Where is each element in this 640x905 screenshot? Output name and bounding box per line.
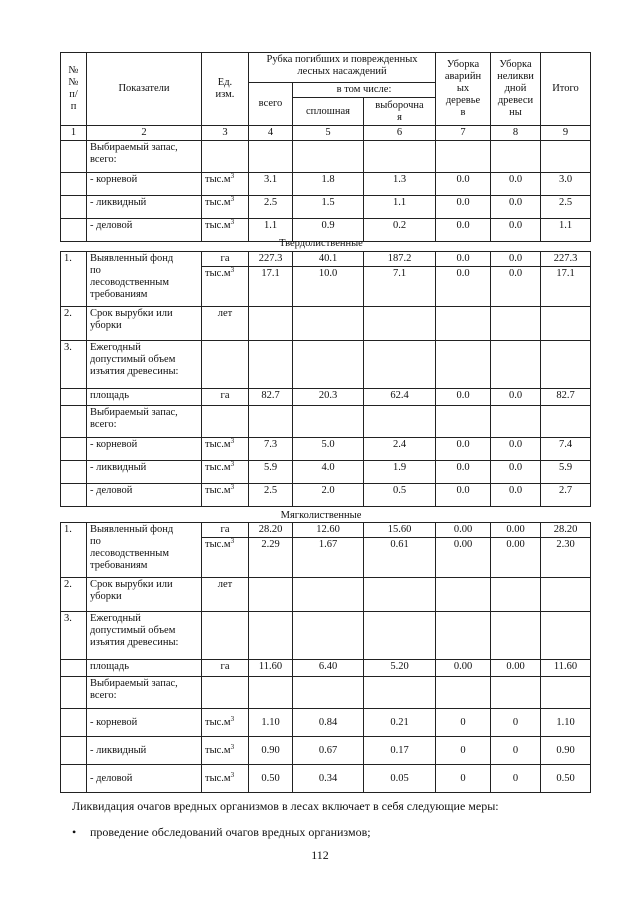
header-emergency: Уборка аварийн ых деревье в [436,53,491,126]
value-cell: 1.1 [249,219,293,242]
value-cell: 1.10 [541,709,591,737]
row-number: 2. [61,307,87,341]
row-number: 1. [61,523,87,578]
col-number: 6 [364,126,436,141]
row-label: - корневой [87,709,202,737]
bullet-text: проведение обследований очагов вредных организмов; [90,825,371,839]
value-cell: 0.0 [491,389,541,406]
table-row [61,660,591,677]
value-cell: 0 [491,737,541,765]
value-cell: 17.1 [249,267,293,307]
value-cell: 1.5 [293,196,364,219]
unit-cell: $тыс.м^3$ [202,219,249,242]
value-cell: 2.5 [541,196,591,219]
value-cell: 0.0 [436,461,491,484]
unit-cell: га [202,523,249,538]
col-number: 3 [202,126,249,141]
value-cell: 2.4 [364,438,436,461]
value-cell: 28.20 [541,523,591,538]
unit-cell: га [202,389,249,406]
table-row [61,765,591,793]
value-cell: 5.20 [364,660,436,677]
value-cell: 0.50 [249,765,293,793]
value-cell: 1.8 [293,173,364,196]
value-cell: 1.9 [364,461,436,484]
col-number: 8 [491,126,541,141]
value-cell: 0.0 [491,219,541,242]
row-label: Ежегодный допустимый объем изъятия древесины: [87,612,202,660]
unit-cell: $тыс.м^3$ [202,196,249,219]
value-cell: 0.0 [436,484,491,507]
header-incl: в том числе: [293,83,436,98]
unit-cell: $тыс.м^3$ [202,709,249,737]
value-cell: 227.3 [541,252,591,267]
value-cell: 0.0 [491,438,541,461]
value-cell: 227.3 [249,252,293,267]
row-label: - корневой [87,173,202,196]
value-cell: 40.1 [293,252,364,267]
unit-cell: $тыс.м^3$ [202,538,249,578]
table-row [61,173,591,196]
value-cell: 0.9 [293,219,364,242]
value-cell: 3.0 [541,173,591,196]
value-cell: 2.5 [249,484,293,507]
value-cell: 0.0 [491,461,541,484]
value-cell: 0.0 [436,389,491,406]
value-cell: 15.60 [364,523,436,538]
row-label: Срок вырубки или уборки [87,578,202,612]
unit-cell: лет [202,307,249,341]
col-number: 2 [87,126,202,141]
value-cell: 62.4 [364,389,436,406]
value-cell: 2.30 [541,538,591,578]
value-cell: 0 [436,737,491,765]
value-cell: 11.60 [541,660,591,677]
stock-label: Выбираемый запас, всего: [87,406,202,438]
value-cell: 1.1 [541,219,591,242]
hardwood-table [60,251,591,507]
row-number: 3. [61,341,87,389]
value-cell: 2.7 [541,484,591,507]
value-cell: 0 [436,709,491,737]
table-row [61,523,591,538]
value-cell: 0.0 [491,196,541,219]
row-label: Ежегодный допустимый объем изъятия древесины: [87,341,202,389]
value-cell: 5.9 [541,461,591,484]
value-cell: 0.0 [491,484,541,507]
value-cell: 0.90 [541,737,591,765]
section-title-softwood: Мягколиственные [280,510,362,521]
header-illiquid: Уборка неликви дной древеси ны [491,53,541,126]
unit-cell: $тыс.м^3$ [202,438,249,461]
value-cell: 12.60 [293,523,364,538]
header-total-sub: всего [249,83,293,126]
value-cell: 0.00 [491,538,541,578]
unit-cell: га [202,660,249,677]
header-solid: сплошная [293,98,364,126]
unit-cell: $тыс.м^3$ [202,765,249,793]
body-paragraph: Ликвидация очагов вредных организмов в лесах включает в себя следующие меры: [72,799,499,813]
table-row [61,709,591,737]
value-cell: 2.29 [249,538,293,578]
value-cell: 20.3 [293,389,364,406]
value-cell: 0.05 [364,765,436,793]
header-num: № № п/ п [61,53,87,126]
value-cell: 82.7 [249,389,293,406]
header-unit: Ед. изм. [202,53,249,126]
header-indicators: Показатели [87,53,202,126]
table-row [61,307,591,341]
value-cell: 0.5 [364,484,436,507]
value-cell: 10.0 [293,267,364,307]
value-cell: 0.0 [436,267,491,307]
row-label: Выявленный фонд по лесоводственным требованиям [87,523,202,578]
page-number: 112 [311,848,329,862]
col-number: 5 [293,126,364,141]
value-cell: 1.3 [364,173,436,196]
table-row [61,341,591,389]
value-cell: 4.0 [293,461,364,484]
row-number: 3. [61,612,87,660]
unit-cell: га [202,252,249,267]
stock-label: Выбираемый запас, всего: [87,677,202,709]
table-row [61,438,591,461]
value-cell: 0.67 [293,737,364,765]
value-cell: 0 [491,765,541,793]
value-cell: 0.0 [436,219,491,242]
stock-label: Выбираемый запас, всего: [87,141,202,173]
row-number: 2. [61,578,87,612]
row-label: - ликвидный [87,737,202,765]
value-cell: 11.60 [249,660,293,677]
unit-cell: $тыс.м^3$ [202,461,249,484]
value-cell: 0.50 [541,765,591,793]
unit-cell: $тыс.м^3$ [202,267,249,307]
unit-cell: $тыс.м^3$ [202,484,249,507]
value-cell: 0.61 [364,538,436,578]
col-number: 4 [249,126,293,141]
value-cell: 82.7 [541,389,591,406]
value-cell: 0.21 [364,709,436,737]
row-label: - деловой [87,765,202,793]
unit-cell: $тыс.м^3$ [202,173,249,196]
table-row [61,461,591,484]
table-row [61,484,591,507]
value-cell: 17.1 [541,267,591,307]
value-cell: 6.40 [293,660,364,677]
table-row [61,737,591,765]
col-number: 1 [61,126,87,141]
value-cell: 0.0 [491,252,541,267]
row-label: - деловой [87,484,202,507]
col-number: 7 [436,126,491,141]
row-label: Срок вырубки или уборки [87,307,202,341]
value-cell: 2.0 [293,484,364,507]
row-label: - ликвидный [87,196,202,219]
value-cell: 0 [436,765,491,793]
value-cell: 0.90 [249,737,293,765]
header-felling-group: Рубка погибших и поврежденных лесных насаждений [249,53,436,83]
value-cell: 0.00 [491,523,541,538]
value-cell: 1.67 [293,538,364,578]
row-number: 1. [61,252,87,307]
value-cell: 0.0 [436,438,491,461]
value-cell: 0.84 [293,709,364,737]
value-cell: 7.3 [249,438,293,461]
felling-table-top [60,52,591,242]
header-grand-total: Итого [541,53,591,126]
row-label: - ликвидный [87,461,202,484]
col-number: 9 [541,126,591,141]
value-cell: 5.9 [249,461,293,484]
softwood-table [60,522,591,793]
unit-cell: лет [202,578,249,612]
value-cell: 0.00 [491,660,541,677]
table-row [61,612,591,660]
value-cell: 0.00 [436,538,491,578]
value-cell: 1.1 [364,196,436,219]
header-selective: выборочна я [364,98,436,126]
table-row [61,578,591,612]
value-cell: 28.20 [249,523,293,538]
table-row [61,252,591,267]
value-cell: 7.1 [364,267,436,307]
value-cell: 5.0 [293,438,364,461]
row-label: - корневой [87,438,202,461]
value-cell: 2.5 [249,196,293,219]
table-row [61,389,591,406]
value-cell: 0.0 [491,173,541,196]
value-cell: 187.2 [364,252,436,267]
value-cell: 0.2 [364,219,436,242]
section-title-hardwood: Твердолиственные [279,238,363,249]
value-cell: 0.0 [436,196,491,219]
value-cell: 0.0 [491,267,541,307]
table-row [61,196,591,219]
value-cell: 3.1 [249,173,293,196]
value-cell: 0.00 [436,660,491,677]
value-cell: 1.10 [249,709,293,737]
value-cell: 0 [491,709,541,737]
value-cell: 0.34 [293,765,364,793]
value-cell: 7.4 [541,438,591,461]
row-label: Выявленный фонд по лесоводственным требованиям [87,252,202,307]
value-cell: 0.0 [436,252,491,267]
row-label: площадь [87,389,202,406]
row-label: - деловой [87,219,202,242]
value-cell: 0.0 [436,173,491,196]
bullet-item [72,825,592,839]
row-label: площадь [87,660,202,677]
value-cell: 0.00 [436,523,491,538]
unit-cell: $тыс.м^3$ [202,737,249,765]
bullet-icon: • [72,825,77,839]
value-cell: 0.17 [364,737,436,765]
